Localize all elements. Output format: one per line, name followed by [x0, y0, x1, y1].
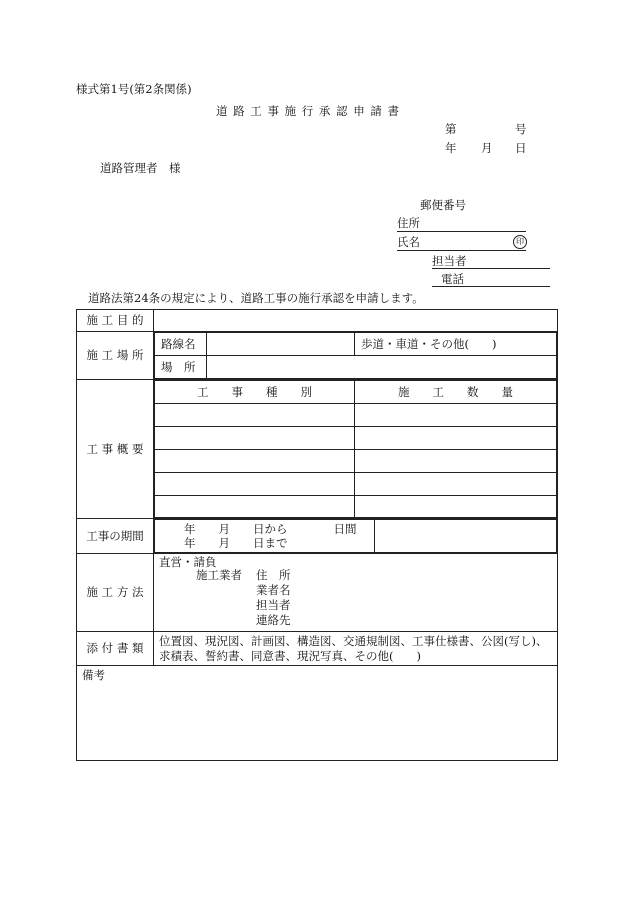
form-number: 様式第1号(第2条関係): [76, 82, 192, 96]
road-type: 歩道・車道・その他( ): [355, 333, 557, 356]
contractor-contact-label: 連絡先: [256, 613, 291, 628]
work-type-cell[interactable]: [155, 450, 355, 473]
contractor-address-label: 住 所: [256, 568, 291, 583]
period-extra[interactable]: [375, 520, 557, 553]
period-dates[interactable]: [155, 520, 375, 553]
person-underline: [432, 268, 550, 269]
quantity-cell[interactable]: [355, 496, 557, 518]
purpose-label: 施 工 目 的: [77, 310, 154, 332]
document-title: 道 路 工 事 施 行 承 認 申 請 書: [216, 104, 401, 118]
person-in-charge-label: 担当者: [432, 254, 467, 268]
purpose-value[interactable]: [154, 310, 558, 332]
quantity-cell[interactable]: [355, 427, 557, 450]
quantity-cell[interactable]: [355, 404, 557, 427]
work-type-cell[interactable]: [155, 496, 355, 518]
work-type-cell[interactable]: [155, 404, 355, 427]
attachments-label: 添 付 書 類: [77, 632, 154, 666]
period-row: [77, 519, 558, 554]
number-suffix: 号: [515, 122, 527, 136]
overview-line-1: [155, 404, 557, 427]
overview-line-4: [155, 473, 557, 496]
remarks-row: [77, 666, 558, 761]
contractor-person-label: 担当者: [256, 598, 291, 613]
date-day: 日: [515, 141, 527, 155]
quantity-cell[interactable]: [355, 450, 557, 473]
addressee: 道路管理者 様: [100, 161, 181, 175]
contractor-company-label: 業者名: [256, 583, 291, 598]
application-form-table: [76, 309, 558, 761]
application-statement: 道路法第24条の規定により、道路工事の施行承認を申請します。: [88, 291, 424, 305]
purpose-row: [77, 310, 558, 332]
place-value[interactable]: [207, 356, 557, 379]
location-inner: [154, 332, 557, 379]
method-row: [77, 554, 558, 632]
contractor-block: [159, 569, 557, 629]
quantity-cell[interactable]: [355, 473, 557, 496]
contractor-label: 施工業者: [196, 568, 242, 583]
name-label: 氏名: [397, 235, 420, 249]
period-start: 年 月 日から 日間: [184, 521, 357, 536]
remarks-cell[interactable]: [77, 666, 558, 761]
route-value[interactable]: [207, 333, 355, 356]
phone-label: 電話: [441, 272, 464, 286]
location-row: [77, 332, 558, 380]
overview-line-2: [155, 427, 557, 450]
place-label: 場 所: [155, 356, 207, 379]
period-label: 工事の期間: [77, 519, 154, 554]
postal-code-label: 郵便番号: [420, 198, 466, 212]
attachments-list: 位置図、現況図、計画図、構造図、交通規制図、工事仕様書、公図(写し)、求積表、誓約書、同意書、現況写真、その他( ): [154, 632, 558, 666]
method-direct-or-contract: 直営・請負: [159, 555, 217, 569]
name-underline: [397, 250, 526, 251]
work-type-cell[interactable]: [155, 473, 355, 496]
attachments-row: [77, 632, 558, 666]
address-label: 住所: [397, 216, 420, 230]
quantity-header: 施 工 数 量: [355, 381, 557, 404]
overview-inner: [154, 380, 557, 518]
date-year: 年: [445, 141, 457, 155]
work-type-header: 工 事 種 別: [155, 381, 355, 404]
period-end: 年 月 日まで: [184, 536, 288, 550]
overview-row: [77, 380, 558, 519]
seal-icon: 印: [513, 235, 527, 249]
work-type-cell[interactable]: [155, 427, 355, 450]
address-underline: [397, 231, 526, 232]
route-label: 路線名: [155, 333, 207, 356]
location-label: 施 工 場 所: [77, 332, 154, 380]
method-label: 施 工 方 法: [77, 554, 154, 632]
date-month: 月: [481, 141, 493, 155]
overview-line-3: [155, 450, 557, 473]
overview-label: 工 事 概 要: [77, 380, 154, 519]
period-inner: [154, 519, 557, 553]
overview-line-5: [155, 496, 557, 518]
phone-underline: [432, 286, 550, 287]
number-prefix: 第: [445, 122, 457, 136]
remarks-label: 備考: [82, 668, 105, 683]
